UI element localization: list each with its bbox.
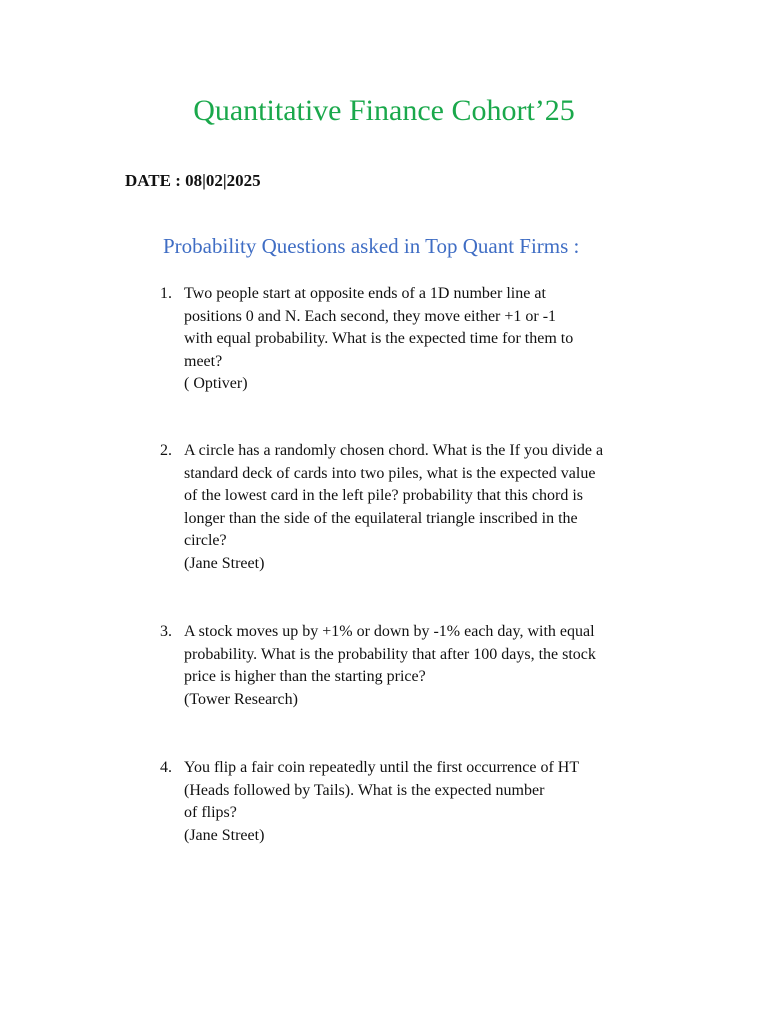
question-item-1 xyxy=(160,283,660,396)
question-text-line: A circle has a randomly chosen chord. What is the If you divide a xyxy=(184,442,604,459)
question-text-line: You flip a fair coin repeatedly until the first occurrence of HT xyxy=(184,759,580,776)
question-firm: ( Optiver) xyxy=(184,375,248,393)
question-body xyxy=(184,283,660,396)
question-firm: (Jane Street) xyxy=(184,554,265,572)
question-text-line: A stock moves up by +1% or down by -1% each day, with equal xyxy=(184,623,595,640)
document-title: Quantitative Finance Cohort’25 xyxy=(193,94,575,127)
question-body xyxy=(184,440,660,576)
question-text-line: standard deck of cards into two piles, what is the expected value xyxy=(184,464,596,482)
question-text-line: (Heads followed by Tails). What is the expected number xyxy=(184,781,545,799)
question-firm: (Tower Research) xyxy=(184,690,298,708)
question-body xyxy=(184,757,660,847)
document-date: DATE : 08|02|2025 xyxy=(125,171,261,190)
question-number: 4. xyxy=(160,759,172,776)
question-text-line: with equal probability. What is the expected time for them to xyxy=(184,330,574,348)
question-text-line: circle? xyxy=(184,532,227,550)
question-text-line: positions 0 and N. Each second, they move either +1 or -1 xyxy=(184,307,557,325)
question-number: 1. xyxy=(160,285,172,302)
section-heading: Probability Questions asked in Top Quant Firms : xyxy=(163,234,580,258)
question-item-3 xyxy=(160,621,660,711)
question-number: 2. xyxy=(160,442,172,459)
question-text-line: meet? xyxy=(184,352,223,370)
question-item-2 xyxy=(160,440,660,576)
question-text-line: of flips? xyxy=(184,804,237,822)
question-text-line: longer than the side of the equilateral triangle inscribed in the xyxy=(184,509,578,527)
question-text-line: of the lowest card in the left pile? probability that this chord is xyxy=(184,487,584,505)
question-text-line: Two people start at opposite ends of a 1D number line at xyxy=(184,285,546,302)
question-firm: (Jane Street) xyxy=(184,826,265,844)
question-text-line: price is higher than the starting price? xyxy=(184,668,426,686)
question-item-4 xyxy=(160,757,660,847)
question-text-line: probability. What is the probability that after 100 days, the stock xyxy=(184,645,596,663)
question-number: 3. xyxy=(160,623,172,640)
question-body xyxy=(184,621,660,711)
